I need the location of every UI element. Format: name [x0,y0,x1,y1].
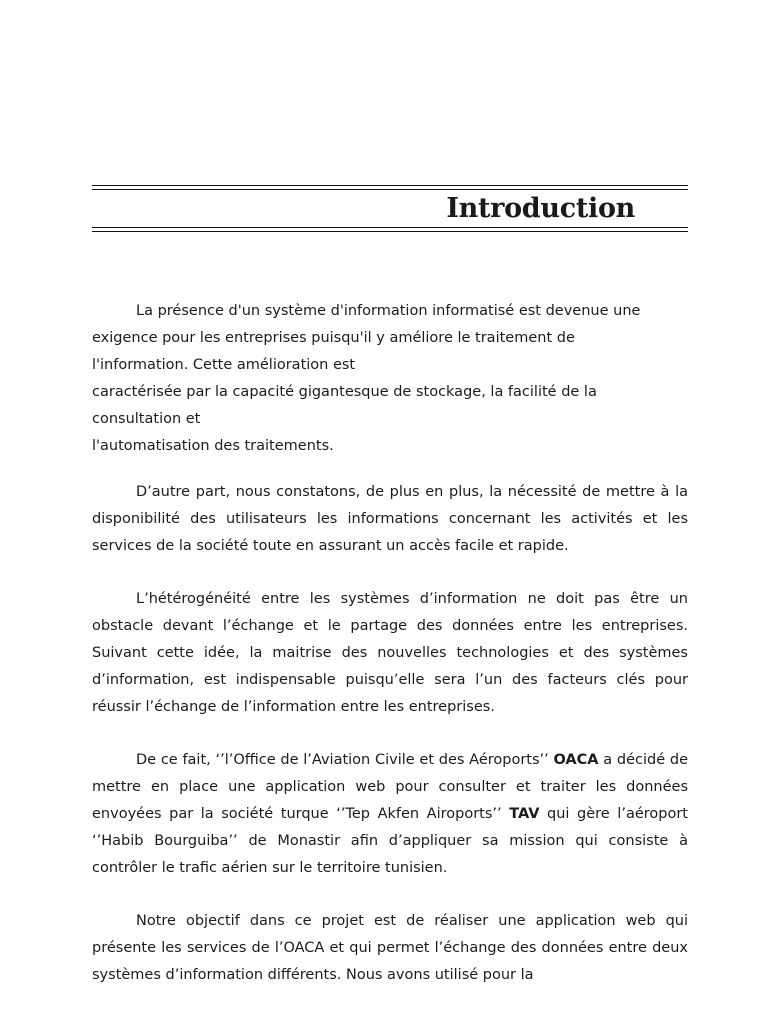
oaca-acronym: OACA [553,752,599,768]
paragraph-1 [92,298,688,460]
paragraph-4-text: qui gère l’aéroport ‘’Habib Bourguiba’’ de Monastir afin d’appliquer sa mission qui consiste à contrôler le trafic aérien sur le territoire tunisien. [92,806,688,876]
paragraph-4-text: De ce fait, ‘’l’Office de l’Aviation Civile et des Aéroports’’ [136,752,554,768]
header-top-rule [92,185,688,186]
paragraph-1-line: consultation et [92,411,201,427]
paragraph-3: L’hétérogénéité entre les systèmes d’information ne doit pas être un obstacle devant l’échange et le partage des données entre les entreprises. Suivant cette idée, la maitrise des nouvelles technologies et des systèmes d’information, est indispensable puisqu’elle sera l’un des facteurs clés pour réussir l’échange de l’information entre les entreprises. [92,591,688,715]
header-bottom-rule-inner [92,227,688,228]
header-bottom-rule [92,231,688,232]
paragraph-4-text: a décidé de mettre en place une application web pour consulter et traiter les données envoyées par la société turque ‘’Tep Akfen Airoports’’ [92,752,688,822]
paragraph-5: Notre objectif dans ce projet est de réaliser une application web qui présente les services de l’OACA et qui permet l’échange des données entre deux systèmes d’information différents. Nous avons utilisé pour la [92,913,688,983]
paragraph-2: D’autre part, nous constatons, de plus en plus, la nécessité de mettre à la disponibilité des utilisateurs les informations concernant les activités et les services de la société toute en assurant un accès facile et rapide. [92,484,688,554]
tav-acronym: TAV [509,806,540,822]
paragraph-1-line: La présence d'un système d'information informatisé est devenue une [136,303,641,319]
paragraph-1-line: l'information. Cette amélioration est [92,357,356,373]
chapter-header [92,185,688,233]
paragraph-1-line: caractérisée par la capacité gigantesque de stockage, la facilité de la [92,384,597,400]
paragraph-1-line: l'automatisation des traitements. [92,438,334,454]
paragraph-4 [92,747,688,882]
body-text [92,298,688,989]
paragraph-1-line: exigence pour les entreprises puisqu'il y améliore le traitement de [92,330,575,346]
chapter-title: Introduction [446,193,635,224]
header-top-rule-inner [92,189,688,190]
